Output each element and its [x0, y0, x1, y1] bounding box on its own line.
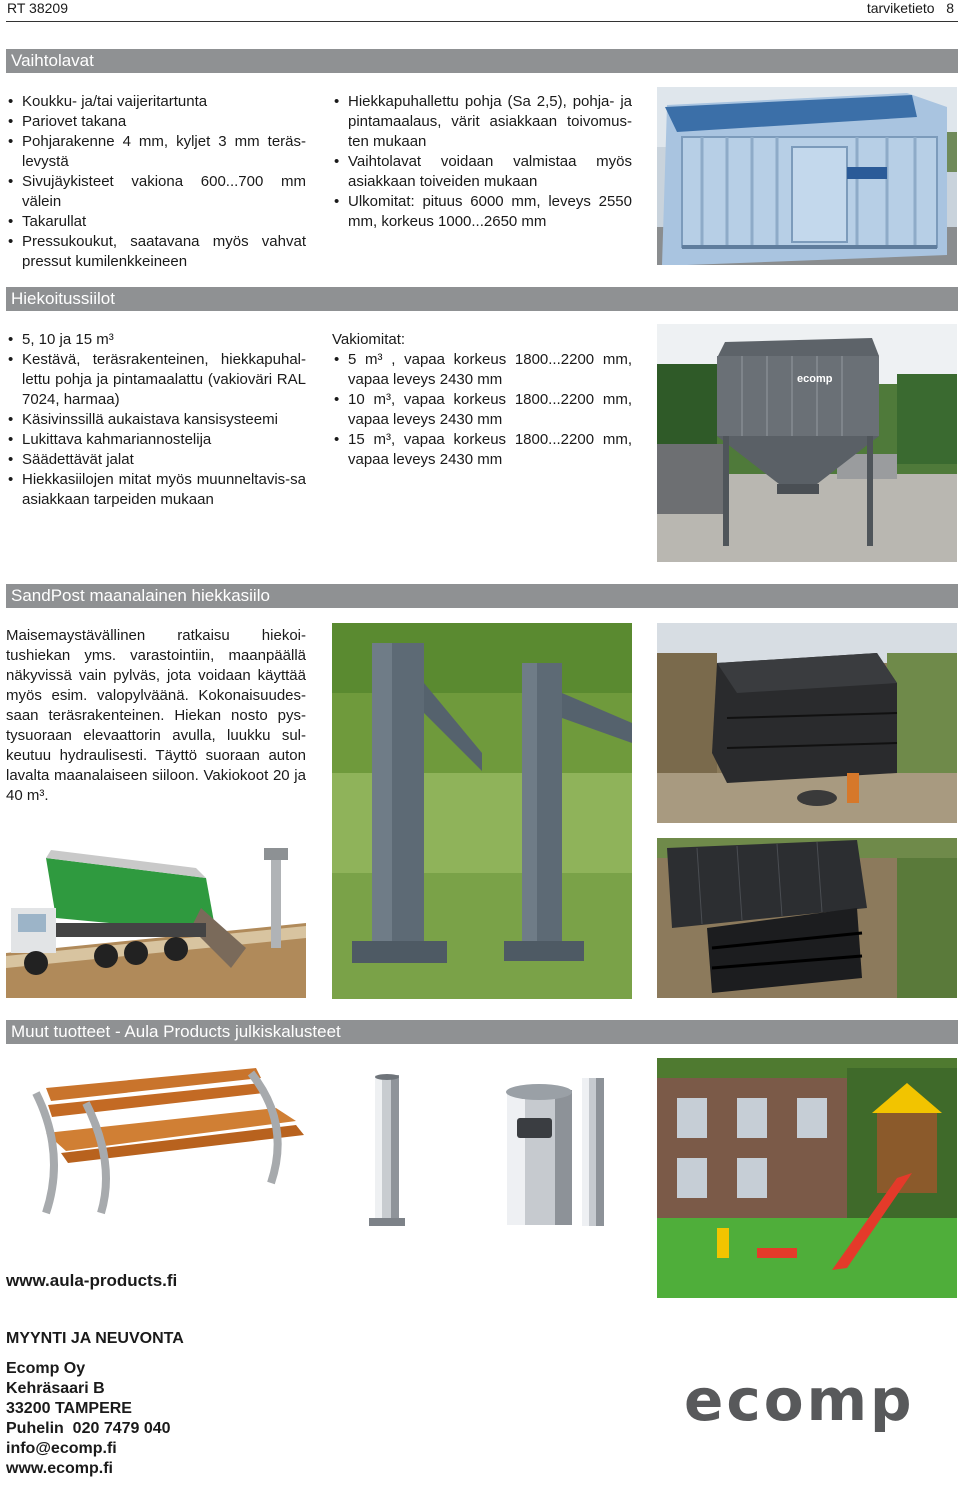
- email-link[interactable]: info@ecomp.fi: [6, 1440, 117, 1457]
- section-title-sandpost: SandPost maanalainen hiekkasiilo: [6, 584, 958, 608]
- list-item: • Hiekkasiilojen mitat myös muunneltavis-sa asiakkaan tarpeiden mukaan: [6, 470, 306, 510]
- street-address: Kehräsaari B: [6, 1380, 105, 1397]
- list-item: • Sivujäykisteet vakiona 600...700 mm välein: [6, 172, 306, 212]
- waste-bin-photo: [497, 1078, 617, 1228]
- doc-code: RT 38209: [7, 0, 68, 16]
- bollard-photo: [367, 1073, 407, 1233]
- list-item: • Ulkomitat: pituus 6000 mm, leveys 2550 mm, korkeus 1000...2650 mm: [332, 192, 632, 232]
- list-item: • Koukku- ja/tai vaijeritartunta: [6, 92, 306, 112]
- std-sizes-list: [332, 350, 632, 470]
- sandpost-tank-photo: [657, 838, 957, 998]
- section-title-aula: Muut tuotteet - Aula Products julkiskalusteet: [6, 1020, 958, 1044]
- silo-photo: [657, 324, 957, 562]
- list-item: • Säädettävät jalat: [6, 450, 306, 470]
- phone: Puhelin 020 7479 040: [6, 1420, 171, 1437]
- list-item: • 5, 10 ja 15 m³: [6, 330, 306, 350]
- siilot-left-list: [6, 330, 306, 510]
- list-item: • Pohjarakenne 4 mm, kyljet 3 mm teräs-levystä: [6, 132, 306, 172]
- list-item: • Pressukoukut, saatavana myös vahvat pressut kumilenkkeineen: [6, 232, 306, 272]
- list-item: • Lukittava kahmariannostelija: [6, 430, 306, 450]
- list-item: • 5 m³ , vapaa korkeus 1800...2200 mm, vapaa leveys 2430 mm: [332, 350, 632, 390]
- list-item: • Vaihtolavat voidaan valmistaa myös asiakkaan toiveiden mukaan: [332, 152, 632, 192]
- sandpost-truck-illustration: [6, 838, 306, 998]
- list-item: • Kestävä, teräsrakenteinen, hiekkapuhal-lettu pohja ja pintamaalattu (vakioväri RAL 7024, harmaa): [6, 350, 306, 410]
- list-item: • 10 m³, vapaa korkeus 1800...2200 mm, vapaa leveys 2430 mm: [332, 390, 632, 430]
- std-sizes-label: Vakiomitat:: [332, 331, 406, 348]
- list-item: • Hiekkapuhallettu pohja (Sa 2,5), pohja- ja pintamaalaus, värit asiakkaan toivomus-ten mukaan: [332, 92, 632, 152]
- sandpost-description: Maisemaystävällinen ratkaisu hiekoi-tushiekan yms. varastointiin, maanpäällä näkyvissä vain pylväs, jota voidaan käyttää myös esim. valopylväänä. Kokonaisuudes-saan teräsrakenteinen. Hiekan nosto pys-tysuoraan elevaattorin avulla, luukku sul-keutuu hydraulisesti. Täyttö suoraan auton lavalta maanalaiseen siiloon. Vakiokoot 20 ja 40 m³.: [6, 627, 306, 804]
- header-rule: [6, 21, 958, 22]
- playground-photo: [657, 1058, 957, 1298]
- contact-heading: MYYNTI JA NEUVONTA: [6, 1330, 184, 1347]
- contact-block: [6, 1359, 171, 1479]
- website-link[interactable]: www.ecomp.fi: [6, 1460, 113, 1477]
- list-item: • Takarullat: [6, 212, 306, 232]
- list-item: • Käsivinssillä aukaistava kansisysteemi: [6, 410, 306, 430]
- silo-logo-text: ecomp: [797, 373, 833, 385]
- city: 33200 TAMPERE: [6, 1400, 132, 1417]
- container-photo: [657, 87, 957, 265]
- aula-website[interactable]: www.aula-products.fi: [6, 1271, 178, 1290]
- ecomp-logo: ecomp: [684, 1366, 915, 1434]
- section-title-vaihtolavat: Vaihtolavat: [6, 49, 958, 73]
- bench-photo: [6, 1063, 321, 1223]
- sandpost-tank-install-photo: [657, 623, 957, 823]
- vaihtolavat-right-list: [332, 92, 632, 232]
- list-item: • 15 m³, vapaa korkeus 1800...2200 mm, vapaa leveys 2430 mm: [332, 430, 632, 470]
- page-info: tarviketieto 8: [866, 0, 954, 16]
- vaihtolavat-left-list: [6, 92, 306, 272]
- page-header: [0, 0, 960, 22]
- sandpost-columns-photo: [332, 623, 632, 999]
- list-item: • Pariovet takana: [6, 112, 306, 132]
- company-name: Ecomp Oy: [6, 1360, 86, 1377]
- section-title-hiekoitussiilot: Hiekoitussiilot: [6, 287, 958, 311]
